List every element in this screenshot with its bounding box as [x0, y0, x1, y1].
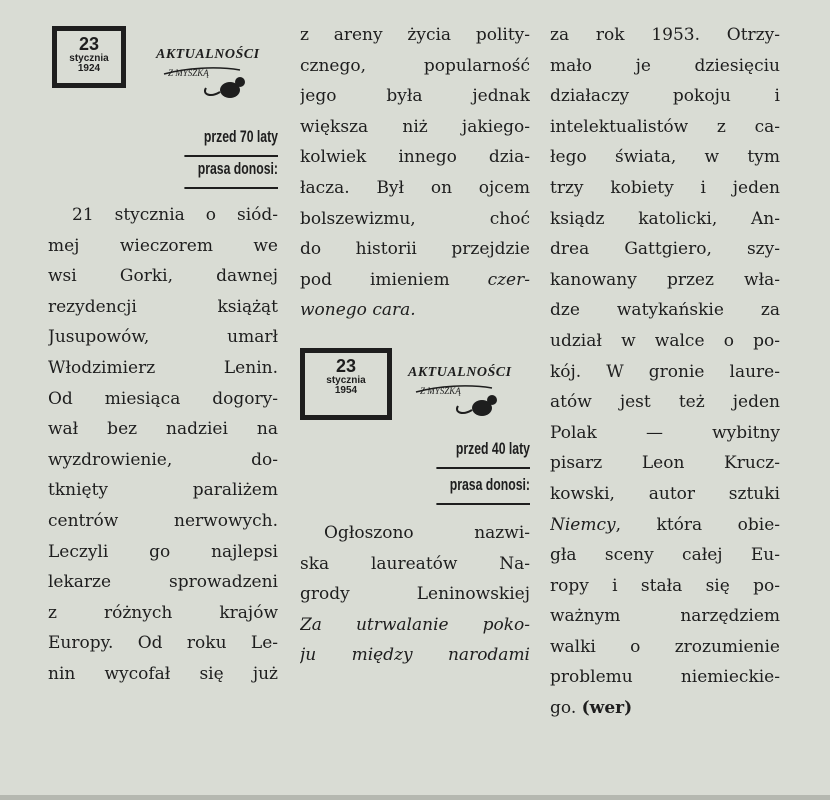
text-line: mej wieczorem we [48, 235, 278, 256]
author-signature: (wer) [581, 698, 633, 719]
text-line: Włodzimierz Lenin. [48, 357, 278, 378]
text-line: Od miesiąca dogory- [48, 388, 278, 409]
text-line: kolwiek innego dzia- [300, 147, 530, 168]
date-day: 23 [335, 355, 357, 376]
text-line: ropy i stała się po- [550, 575, 780, 596]
text-line: większa niż jakiego- [300, 116, 530, 137]
mouse-icon [408, 358, 512, 424]
column-3 [550, 20, 780, 724]
text-line: Leczyli go najlepsi [48, 541, 278, 562]
text-line: 21 stycznia o siód- [72, 205, 278, 225]
text-line: kowski, autor sztuki [550, 483, 780, 504]
text-line: udział w walce o po- [550, 330, 780, 351]
text-line: mało je dziesięciu [550, 55, 780, 76]
text-line-italic: wonego cara. [300, 300, 416, 321]
text-line: centrów nerwowych. [48, 510, 278, 531]
kicker-years-ago: przed 70 laty [184, 122, 278, 157]
text-line: wyzdrowienie, do- [48, 449, 278, 470]
text-line: jego była jednak [300, 86, 530, 107]
text-line: z areny życia polity- [300, 25, 530, 45]
text-line: ważnym narzędziem [550, 606, 780, 627]
text-line: lekarze sprowadzeni [48, 572, 278, 593]
logo-title: AKTUALNOŚCI [156, 47, 260, 62]
date-box-1924 [52, 26, 126, 88]
text-line-italic: Za utrwalanie poko- [300, 614, 530, 635]
aktualnosci-logo [156, 40, 260, 106]
text-line: pisarz Leon Krucz- [550, 453, 780, 474]
text-line-italic: ju między narodami [300, 645, 530, 666]
text-line: kanowany przez wła- [550, 269, 780, 290]
column-1 [48, 0, 278, 690]
logo-subtitle: Z MYSZKĄ [168, 68, 209, 78]
header-1954 [300, 338, 530, 518]
text-line: nin wycofał się już [48, 663, 278, 684]
date-month: stycznia [69, 52, 109, 64]
italic-title: Niemcy [550, 514, 616, 535]
text-line: ksiądz katolicki, An- [550, 208, 780, 229]
aktualnosci-logo [408, 358, 512, 424]
text-line: Jusupowów, umarł [48, 327, 278, 348]
text-line: Ogłoszono nazwi- [324, 522, 530, 543]
text-span: go. [550, 698, 582, 719]
text-line: łego świata, w tym [550, 147, 780, 168]
text-line: za rok 1953. Otrzy- [550, 25, 780, 45]
article-text-1924 [48, 200, 278, 690]
text-line: problemu niemieckie- [550, 667, 780, 688]
text-line: bolszewizmu, choć [300, 208, 530, 229]
italic-span: czer- [487, 269, 530, 290]
kicker-press-reports: prasa donosi: [436, 470, 530, 505]
logo-title: AKTUALNOŚCI [408, 364, 512, 380]
text-line: Europy. Od roku Le- [48, 633, 278, 654]
text-span: , która obie- [615, 514, 780, 535]
text-line: trzy kobiety i jeden [550, 177, 780, 198]
text-line: wsi Gorki, dawnej [48, 266, 278, 287]
text-line: łacza. Był on ojcem [300, 177, 530, 198]
text-line-mixed [550, 510, 780, 541]
text-line: walki o zrozumienie [550, 636, 780, 657]
text-line: cznego, popularność [300, 55, 530, 76]
header-1924 [48, 0, 278, 200]
text-line: wał bez nadziei na [48, 419, 278, 440]
text-line: działaczy pokoju i [550, 86, 780, 107]
date-year: 1924 [77, 63, 101, 75]
text-line-mixed [300, 265, 530, 296]
kicker-press-reports: prasa donosi: [184, 154, 278, 189]
date-day: 23 [78, 34, 100, 54]
text-line: drea Gattgiero, szy- [550, 239, 780, 260]
text-line: do historii przejdzie [300, 239, 530, 260]
column-2 [300, 20, 530, 671]
text-line: tknięty paraliżem [48, 480, 278, 501]
text-line: atów jest też jeden [550, 392, 780, 413]
text-line: z różnych krajów [48, 602, 278, 623]
date-year: 1954 [334, 385, 358, 397]
date-box-1954 [300, 348, 392, 420]
text-line-last [550, 693, 780, 724]
mouse-icon [156, 40, 260, 106]
text-line: intelektualistów z ca- [550, 116, 780, 137]
date-month: stycznia [326, 374, 366, 386]
text-line: gła sceny całej Eu- [550, 545, 780, 566]
text-line: dze watykańskie za [550, 300, 780, 321]
text-span: pod imieniem [300, 269, 488, 290]
text-line: ska laureatów Na- [300, 553, 530, 574]
logo-subtitle: Z MYSZKĄ [420, 385, 461, 396]
text-line: Polak — wybitny [550, 422, 780, 443]
page-bottom-edge [0, 795, 830, 800]
text-line: grody Leninowskiej [300, 584, 530, 605]
text-line: rezydencji książąt [48, 296, 278, 317]
kicker-years-ago: przed 40 laty [436, 434, 530, 469]
text-line: kój. W gronie laure- [550, 361, 780, 382]
